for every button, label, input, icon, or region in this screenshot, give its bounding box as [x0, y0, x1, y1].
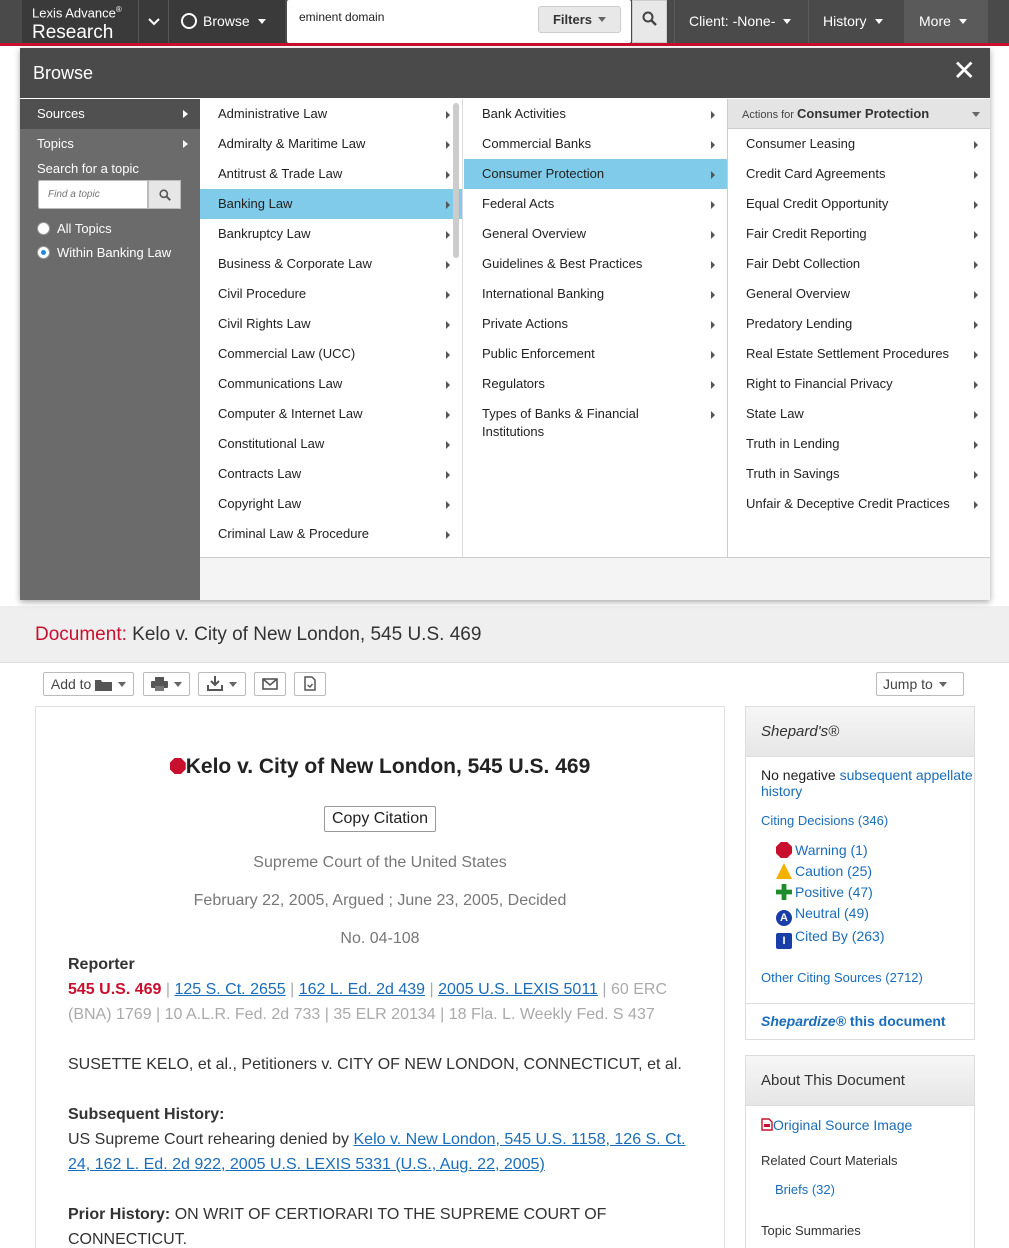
chevron-right-icon [974, 351, 978, 359]
prior-history [68, 1202, 698, 1248]
close-icon[interactable]: ✕ [952, 55, 976, 86]
chevron-right-icon [446, 501, 450, 509]
list-item[interactable]: Truth in Lending [728, 429, 990, 459]
list-item[interactable]: International Banking [464, 279, 727, 309]
document-title: Document: Kelo v. City of New London, 545 U.S. 469 [35, 624, 482, 645]
reporter-other-cites: 60 ERC (BNA) 1769 | 10 A.L.R. Fed. 2d 733 | 35 ELR 20134 | 18 Fla. L. Weekly Fed. S 437 [68, 981, 668, 1023]
subsequent-history-text: US Supreme Court rehearing denied by [68, 1131, 350, 1148]
caret-down-icon [174, 682, 182, 687]
topic-search-button[interactable] [148, 180, 181, 209]
chevron-right-icon [446, 171, 450, 179]
list-item[interactable]: Regulators [464, 369, 727, 399]
chevron-right-icon [974, 291, 978, 299]
shepards-title: Shepard's® [746, 707, 974, 757]
list-item[interactable]: Predatory Lending [728, 309, 990, 339]
docket-number: No. 04-108 [340, 930, 420, 947]
globe-icon [181, 13, 197, 29]
view-document-button[interactable] [294, 672, 326, 696]
prior-history-label: Prior History: [68, 1206, 171, 1223]
chevron-right-icon [974, 441, 978, 449]
list-item[interactable]: Civil Rights Law [200, 309, 462, 339]
list-item[interactable]: Truth in Savings [728, 459, 990, 489]
case-dates: February 22, 2005, Argued ; June 23, 2005, Decided [193, 892, 567, 909]
search-input[interactable] [299, 10, 529, 24]
other-citing-sources-link[interactable]: Other Citing Sources (2712) [761, 970, 923, 985]
list-item[interactable]: Civil Procedure [200, 279, 462, 309]
radio-button-selected[interactable] [37, 246, 50, 259]
browse-panel-header [20, 48, 990, 98]
chevron-right-icon [446, 261, 450, 269]
signal-warning[interactable]: Warning (1) [776, 840, 974, 861]
chevron-right-icon [446, 111, 450, 119]
no-negative-history: No negative subsequent appellate history [761, 767, 973, 799]
folder-icon [95, 678, 112, 691]
topic-search-input[interactable] [38, 180, 148, 209]
list-item[interactable]: Private Actions [464, 309, 727, 339]
caret-down-icon [939, 682, 947, 687]
browse-panel-footer [200, 557, 990, 600]
subsequent-appellate-link[interactable]: subsequent appellate history [761, 767, 973, 799]
about-document-card [745, 1055, 975, 1248]
document-header [0, 606, 1009, 663]
chevron-right-icon [446, 411, 450, 419]
add-to-button[interactable] [43, 672, 134, 696]
jump-to-label: Jump to [883, 676, 933, 692]
chevron-right-icon [446, 321, 450, 329]
original-source-link[interactable]: Original Source Image [746, 1106, 974, 1133]
chevron-right-icon [711, 381, 715, 389]
signal-caution[interactable]: Caution (25) [776, 861, 974, 882]
jump-to-button[interactable] [876, 672, 964, 696]
neutral-a-icon: A [776, 910, 792, 926]
caret-down-icon [783, 19, 791, 24]
consumer-protection-list [728, 99, 990, 557]
brand-line1: Lexis Advance® [32, 5, 122, 21]
chevron-right-icon [183, 110, 188, 118]
search-topic-label: Search for a topic [37, 161, 139, 176]
chevron-right-icon [446, 441, 450, 449]
chevron-right-icon [974, 171, 978, 179]
shepards-card [745, 706, 975, 1040]
chevron-right-icon [711, 261, 715, 269]
brand-line2: Research [32, 22, 114, 44]
subsequent-history-label: Subsequent History: [68, 1106, 225, 1123]
list-item[interactable]: Equal Credit Opportunity [728, 189, 990, 219]
practice-area-list [200, 99, 463, 557]
subsequent-history-link[interactable]: Kelo v. New London, 545 U.S. 1158, 126 S. Ct. 24, 162 L. Ed. 2d 922, 2005 U.S. LEXIS 5331 (U.S., Aug. 22, 2005) [68, 1131, 686, 1173]
chevron-right-icon [183, 140, 188, 148]
chevron-right-icon [711, 291, 715, 299]
signal-list [746, 828, 974, 949]
topic-search-box [38, 180, 181, 209]
pdf-icon [761, 1118, 773, 1131]
chevron-right-icon [446, 531, 450, 539]
caret-down-icon [118, 682, 126, 687]
list-item[interactable]: Bankruptcy Law [200, 219, 462, 249]
list-item[interactable]: Copyright Law [200, 489, 462, 519]
browse-panel-title: Browse [33, 63, 94, 83]
printer-icon [151, 677, 168, 691]
document-icon [304, 676, 316, 691]
top-navigation-bar [0, 0, 1009, 46]
shepardize-link[interactable]: Shepardize® this document [746, 1003, 974, 1029]
list-item[interactable]: Communications Law [200, 369, 462, 399]
chevron-right-icon [446, 471, 450, 479]
email-button[interactable] [254, 672, 286, 696]
list-item[interactable]: Contracts Law [200, 459, 462, 489]
chevron-right-icon [974, 321, 978, 329]
subsequent-history [68, 1102, 698, 1177]
more-label: More [919, 13, 951, 29]
search-button[interactable] [632, 0, 667, 43]
case-title: Kelo v. City of New London, 545 U.S. 469 [36, 755, 724, 779]
topic-summaries-label: Topic Summaries [761, 1223, 861, 1238]
chevron-right-icon [711, 411, 715, 419]
copy-citation-button[interactable]: Copy Citation [324, 806, 436, 832]
citing-decisions-link[interactable]: Citing Decisions (346) [761, 813, 889, 828]
list-item[interactable]: Public Enforcement [464, 339, 727, 369]
browse-panel [20, 48, 990, 600]
list-item[interactable]: Types of Banks & Financial Institutions [464, 399, 727, 447]
cited-by-i-icon: I [776, 933, 792, 949]
actions-menu[interactable]: Actions for Consumer Protection [728, 99, 990, 129]
history-menu[interactable] [808, 0, 903, 43]
client-menu[interactable] [674, 0, 807, 43]
signal-neutral[interactable]: A Neutral (49) [776, 903, 974, 926]
envelope-icon [262, 678, 278, 690]
list-item[interactable]: Administrative Law [200, 99, 462, 129]
caret-down-icon [229, 682, 237, 687]
chevron-right-icon [446, 231, 450, 239]
list-item[interactable]: Unfair & Deceptive Credit Practices [728, 489, 990, 519]
product-switcher-button[interactable] [138, 0, 168, 43]
list-item[interactable]: Guidelines & Best Practices [464, 249, 727, 279]
radio-all-topics[interactable]: All Topics [20, 217, 200, 241]
list-item[interactable]: Criminal Law & Procedure [200, 519, 462, 549]
list-item[interactable]: Fair Credit Reporting [728, 219, 990, 249]
chevron-right-icon [446, 201, 450, 209]
chevron-right-icon [711, 111, 715, 119]
chevron-right-icon [974, 141, 978, 149]
chevron-right-icon [446, 291, 450, 299]
list-item[interactable]: Consumer Leasing [728, 129, 990, 159]
chevron-right-icon [974, 381, 978, 389]
stop-sign-icon [776, 842, 792, 858]
chevron-right-icon [974, 231, 978, 239]
chevron-right-icon [711, 201, 715, 209]
signal-positive[interactable]: Positive (47) [776, 882, 974, 903]
list-item[interactable]: Admiralty & Maritime Law [200, 129, 462, 159]
chevron-right-icon [974, 501, 978, 509]
chevron-right-icon [974, 471, 978, 479]
history-label: History [823, 13, 867, 29]
list-item[interactable]: General Overview [728, 279, 990, 309]
list-item[interactable]: Commercial Banks [464, 129, 727, 159]
search-icon [642, 11, 657, 26]
chevron-right-icon [711, 351, 715, 359]
add-to-label: Add to [50, 676, 92, 692]
download-button[interactable] [198, 672, 246, 696]
list-item[interactable]: General Overview [464, 219, 727, 249]
browse-topics-tab[interactable]: Topics [20, 129, 200, 159]
reporter-link[interactable]: 2005 U.S. LEXIS 5011 [438, 981, 598, 998]
filters-button[interactable]: Filters [538, 6, 621, 33]
print-button[interactable] [143, 672, 190, 696]
browse-left-column [20, 99, 200, 600]
caret-down-icon [972, 112, 980, 117]
caret-down-icon [875, 19, 883, 24]
reporter-main-cite: 545 U.S. 469 [68, 981, 162, 998]
reporter-section: Reporter 545 U.S. 469 | 125 S. Ct. 2655 | 162 L. Ed. 2d 439 | 2005 U.S. LEXIS 5011 | 60 ERC (BNA) 1769 | 10 A.L.R. Fed. 2d 733 | 35 ELR 20134 | 18 Fla. L. Weekly Fed. S 437 [68, 956, 668, 1023]
browse-sources-tab[interactable]: Sources [20, 99, 200, 129]
parties: SUSETTE KELO, et al., Petitioners v. CITY OF NEW LONDON, CONNECTICUT, et al. [68, 1056, 682, 1073]
list-item[interactable]: Real Estate Settlement Procedures [728, 339, 990, 369]
caret-down-icon [959, 19, 967, 24]
chevron-right-icon [711, 141, 715, 149]
chevron-right-icon [446, 351, 450, 359]
banking-topic-list [464, 99, 728, 557]
search-icon [159, 189, 171, 201]
practice-area-scrollbar[interactable] [453, 103, 459, 258]
list-item[interactable]: Right to Financial Privacy [728, 369, 990, 399]
chevron-right-icon [974, 411, 978, 419]
list-item[interactable]: Antitrust & Trade Law [200, 159, 462, 189]
signal-cited-by[interactable]: I Cited By (263) [776, 926, 974, 949]
caret-down-icon [598, 17, 606, 22]
list-item[interactable]: Bank Activities [464, 99, 727, 129]
download-icon [207, 676, 223, 691]
chevron-right-icon [711, 321, 715, 329]
list-item[interactable]: State Law [728, 399, 990, 429]
browse-label: Browse [203, 13, 250, 29]
list-item[interactable]: Computer & Internet Law [200, 399, 462, 429]
briefs-link[interactable]: Briefs (32) [775, 1182, 835, 1197]
list-item[interactable]: Business & Corporate Law [200, 249, 462, 279]
product-brand[interactable] [22, 0, 138, 43]
chevron-down-icon [148, 18, 160, 26]
reporter-link[interactable]: 125 S. Ct. 2655 [174, 981, 286, 998]
chevron-right-icon [711, 171, 715, 179]
list-item-selected[interactable]: Banking Law [200, 189, 462, 219]
more-menu[interactable] [904, 0, 988, 43]
list-item[interactable]: Constitutional Law [200, 429, 462, 459]
reporter-link[interactable]: 162 L. Ed. 2d 439 [298, 981, 426, 998]
list-item[interactable]: Fair Debt Collection [728, 249, 990, 279]
reporter-label: Reporter [68, 956, 135, 973]
about-document-title: About This Document [746, 1056, 974, 1106]
list-item-selected[interactable]: Consumer Protection [464, 159, 727, 189]
caret-down-icon [258, 19, 266, 24]
document-body [35, 706, 725, 1248]
court-name: Supreme Court of the United States [253, 854, 507, 871]
list-item[interactable]: Federal Acts [464, 189, 727, 219]
prior-history-text: ON WRIT OF CERTIORARI TO THE SUPREME COURT OF CONNECTICUT. [68, 1206, 607, 1248]
list-item[interactable]: Commercial Law (UCC) [200, 339, 462, 369]
list-item[interactable]: Credit Card Agreements [728, 159, 990, 189]
radio-within-banking-law[interactable]: Within Banking Law [20, 241, 200, 265]
positive-plus-icon [776, 884, 792, 900]
chevron-right-icon [446, 141, 450, 149]
client-label: Client: -None- [689, 13, 776, 29]
chevron-right-icon [974, 201, 978, 209]
radio-button[interactable] [37, 222, 50, 235]
related-materials-label: Related Court Materials [761, 1153, 898, 1168]
search-box [287, 0, 631, 43]
chevron-right-icon [446, 381, 450, 389]
caution-triangle-icon [776, 863, 792, 879]
stop-sign-icon[interactable] [170, 758, 186, 774]
browse-menu-button[interactable] [168, 0, 285, 43]
chevron-right-icon [711, 231, 715, 239]
chevron-right-icon [974, 261, 978, 269]
